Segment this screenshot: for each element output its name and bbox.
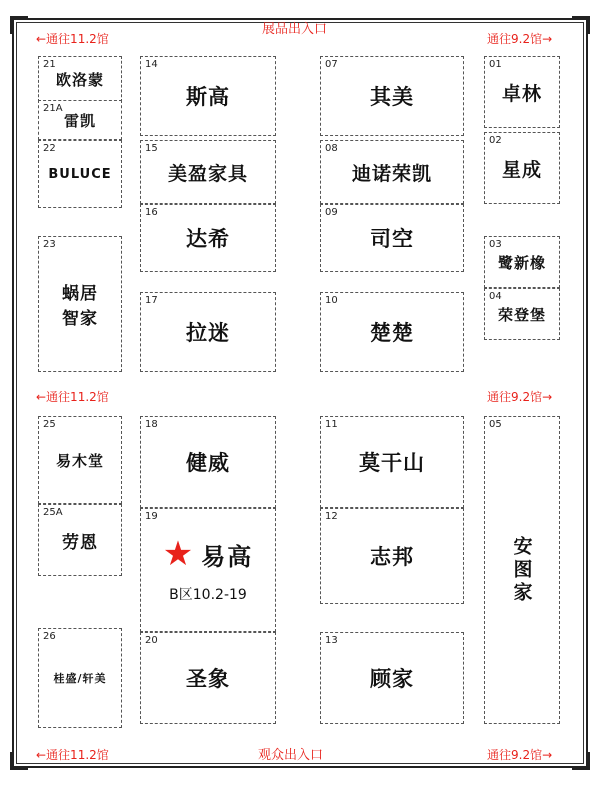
booth-name: 易木堂 [55,451,104,470]
booth[interactable] [38,628,122,728]
booth[interactable] [38,140,122,208]
booth-number: 09 [325,207,338,218]
booth-name: 劳恩 [62,532,98,553]
corner-mark-bottom-right [572,752,590,770]
booth-number: 04 [489,291,502,302]
booth-name: BULUCE [48,166,112,182]
booth[interactable] [320,204,464,272]
booth[interactable] [484,236,560,288]
booth[interactable] [38,100,122,140]
booth[interactable] [140,416,276,508]
booth-name: 易高 [201,542,254,571]
booth-number: 16 [145,207,158,218]
booth[interactable] [320,632,464,724]
booth-number: 05 [489,419,502,430]
booth-number: 25 [43,419,56,430]
booth[interactable] [320,56,464,136]
booth-number: 10 [325,295,338,306]
booth[interactable] [38,56,122,102]
booth-number: 02 [489,135,502,146]
booth[interactable] [320,508,464,604]
booth-number: 07 [325,59,338,70]
booth-number: 26 [43,631,56,642]
booth-name: 欧洛蒙 [55,70,104,89]
booth-number: 12 [325,511,338,522]
star-icon: ★ [162,534,194,574]
booth-number: 15 [145,143,158,154]
booth-name: 安图家 [510,535,533,605]
booth-number: 22 [43,143,56,154]
booth-number: 11 [325,419,338,430]
booth-number: 19 [145,511,158,522]
booth[interactable] [484,416,560,724]
booth[interactable] [38,236,122,372]
booth-number: 18 [145,419,158,430]
corner-mark-top-left [10,16,28,34]
booth-name: 顾家 [370,667,414,691]
entrance-label-bottom: 观众出入口 [258,748,324,763]
booth-number: 14 [145,59,158,70]
booth-name: 楚楚 [370,321,414,345]
corner-mark-bottom-left [10,752,28,770]
booth[interactable] [320,416,464,508]
booth[interactable] [140,140,276,204]
booth-number: 08 [325,143,338,154]
booth-name: 圣象 [186,667,230,691]
passage-label-left-middle[interactable]: ←通往11.2馆 [36,390,109,404]
booth-name: 雷凯 [63,111,96,130]
booth-name: 星成 [501,158,542,181]
booth-name: 美盈家具 [167,162,248,185]
booth-name: 蜗居 智家 [62,284,98,329]
booth-number: 23 [43,239,56,250]
booth-name: 健威 [186,451,230,475]
booth-number: 03 [489,239,502,250]
booth-number: 21 [43,59,56,70]
booth-number: 21A [43,103,63,114]
booth[interactable] [484,56,560,128]
booth[interactable] [320,140,464,204]
passage-label-right-middle[interactable]: 通往9.2馆→ [487,390,553,404]
passage-label-right-top[interactable]: 通往9.2馆→ [487,32,553,46]
booth[interactable] [140,204,276,272]
booth-name: 荣登堡 [497,305,546,324]
booth-name: 鹭新橡 [497,253,546,272]
booth[interactable] [38,504,122,576]
booth-name: 迪诺荣凯 [351,162,432,185]
booth-name: 斯高 [186,85,230,109]
booth-number: 01 [489,59,502,70]
corner-mark-top-right [572,16,590,34]
booth-highlighted-yigao[interactable] [140,508,276,632]
passage-label-right-bottom[interactable]: 通往9.2馆→ [487,748,553,762]
entrance-label-top: 展品出入口 [262,22,328,37]
booth-name: 拉迷 [186,321,230,345]
booth[interactable] [140,56,276,136]
booth-name: 司空 [370,227,414,251]
passage-label-left-bottom[interactable]: ←通往11.2馆 [36,748,109,762]
booth-number: 20 [145,635,158,646]
booth-name: 莫干山 [359,451,425,475]
booth[interactable] [320,292,464,372]
booth-number: 25A [43,507,63,518]
booth[interactable] [38,416,122,504]
booth[interactable] [140,632,276,724]
booth-number: 13 [325,635,338,646]
booth[interactable] [140,292,276,372]
booth-name: 志邦 [370,545,414,569]
booth-name: 其美 [370,85,414,109]
booth-name: 卓林 [501,82,542,105]
booth-name: 达希 [186,227,230,251]
booth[interactable] [484,288,560,340]
booth-location-code: B区10.2-19 [169,586,247,603]
passage-label-left-top[interactable]: ←通往11.2馆 [36,32,109,46]
booth[interactable] [484,132,560,204]
booth-name: 桂盛/轩美 [53,672,107,685]
booth-number: 17 [145,295,158,306]
